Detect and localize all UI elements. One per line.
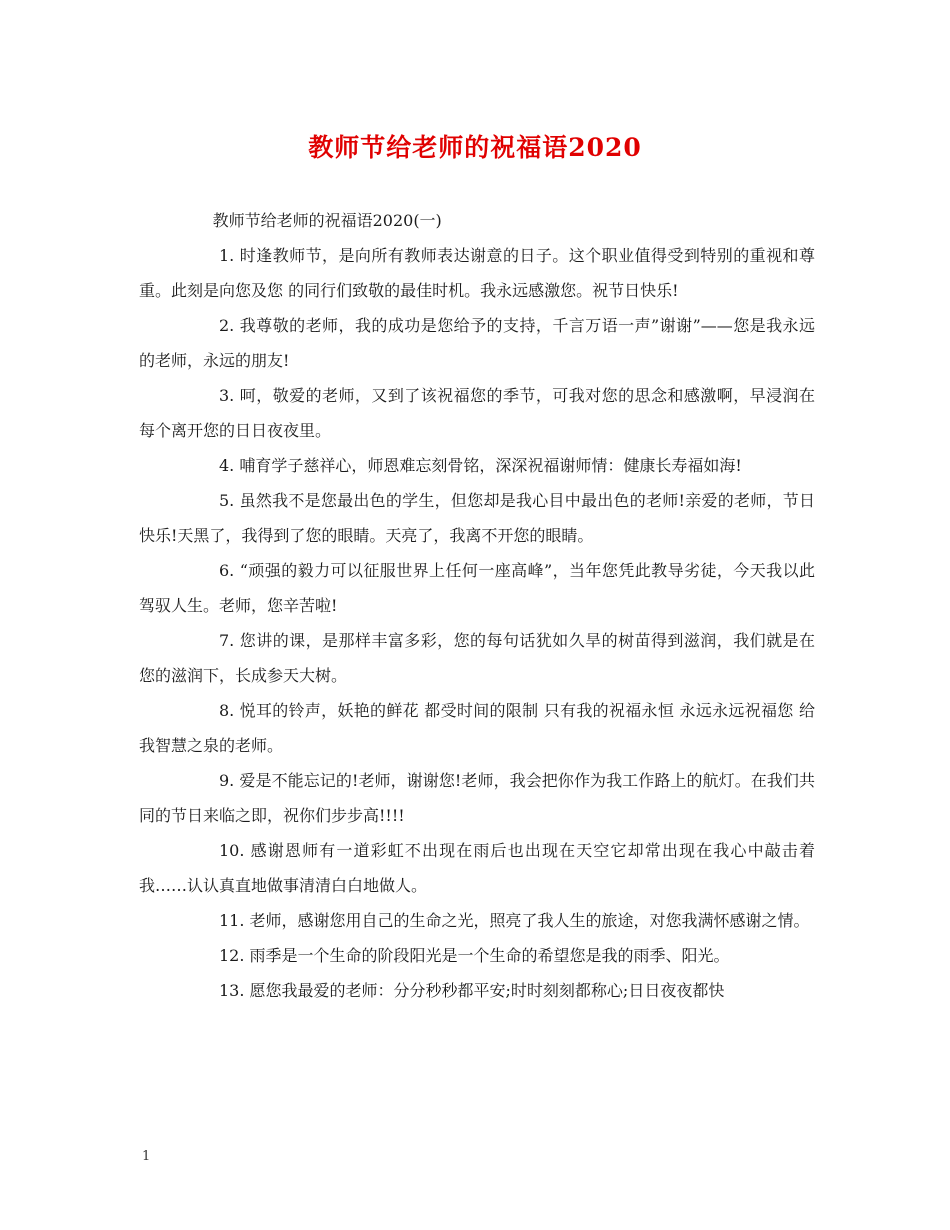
- section-heading: 教师节给老师的祝福语2020(一): [212, 211, 442, 230]
- list-item: 4. 哺育学子慈祥心，师恩难忘刻骨铭，深深祝福谢师情：健康长寿福如海!: [219, 456, 742, 475]
- list-item: 10. 感谢恩师有一道彩虹不出现在雨后也出现在天空它却常出现在我心中敲击着我……认认真直地做事清清白白地做人。: [139, 841, 815, 895]
- list-item: 9. 爱是不能忘记的!老师，谢谢您!老师，我会把你作为我工作路上的航灯。在我们共同的节日来临之即，祝你们步步高!!!!: [139, 771, 815, 825]
- document-body: [139, 203, 815, 1008]
- document-title: 教师节给老师的祝福语2020: [308, 133, 642, 162]
- list-item: 11. 老师，感谢您用自己的生命之光，照亮了我人生的旅途，对您我满怀感谢之情。: [219, 911, 810, 930]
- list-item: 13. 愿您我最爱的老师：分分秒秒都平安;时时刻刻都称心;日日夜夜都快: [219, 981, 725, 1000]
- page-number: 1: [142, 1149, 151, 1164]
- list-item: 12. 雨季是一个生命的阶段阳光是一个生命的希望您是我的雨季、阳光。: [219, 946, 730, 965]
- list-item: 7. 您讲的课，是那样丰富多彩，您的每句话犹如久旱的树苗得到滋润，我们就是在您的滋润下，长成参天大树。: [139, 631, 815, 685]
- list-item: 3. 呵，敬爱的老师，又到了该祝福您的季节，可我对您的思念和感激啊，早浸润在每个离开您的日日夜夜里。: [139, 386, 815, 440]
- list-item: 8. 悦耳的铃声，妖艳的鲜花 都受时间的限制 只有我的祝福永恒 永远永远祝福您 给我智慧之泉的老师。: [139, 701, 815, 755]
- list-item: 6. “顽强的毅力可以征服世界上任何一座高峰”，当年您凭此教导劣徒，今天我以此驾驭人生。老师，您辛苦啦!: [139, 561, 815, 615]
- list-item: 2. 我尊敬的老师，我的成功是您给予的支持，千言万语一声”谢谢”——您是我永远的老师，永远的朋友!: [139, 316, 815, 370]
- list-item: 5. 虽然我不是您最出色的学生，但您却是我心目中最出色的老师!亲爱的老师，节日快乐!天黑了，我得到了您的眼睛。天亮了，我离不开您的眼睛。: [139, 491, 815, 545]
- list-item: 1. 时逢教师节，是向所有教师表达谢意的日子。这个职业值得受到特别的重视和尊重。此刻是向您及您 的同行们致敬的最佳时机。我永远感激您。祝节日快乐!: [139, 246, 815, 300]
